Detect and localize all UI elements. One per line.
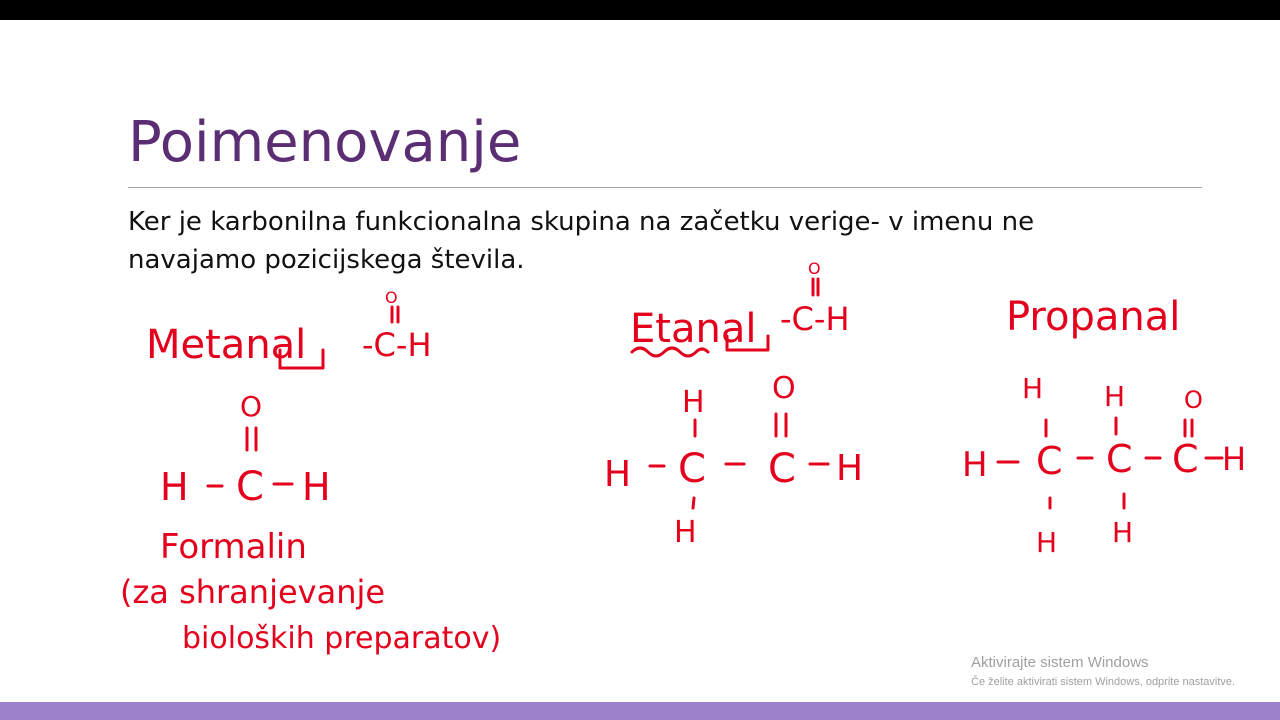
etanal-group-oxygen: O <box>808 259 821 278</box>
etanal-group: -C-H <box>780 300 850 338</box>
activation-watermark-subtitle: Če želite aktivirati sistem Windows, odprite nastavitve. <box>971 676 1236 688</box>
metanal-name: Metanal <box>146 322 307 368</box>
metanal-formula-h-right: H <box>302 465 331 509</box>
propanal-c3: C <box>1172 437 1199 481</box>
etanal-h-left: H <box>604 454 632 495</box>
slide-bottom-bar <box>0 702 1280 720</box>
metanal-group-double-bond <box>392 307 398 322</box>
propanal-h-left: H <box>962 445 988 485</box>
body-line-2: navajamo pozicijskega števila. <box>128 245 525 275</box>
metanal-note-word: Formalin <box>160 527 307 567</box>
etanal-c2: C <box>768 446 796 492</box>
propanal-annotation <box>962 294 1246 559</box>
etanal-group-double-bond <box>813 279 818 295</box>
etanal-name: Etanal <box>630 306 757 352</box>
propanal-c1-h-top: H <box>1022 372 1044 405</box>
metanal-note-line-1: (za shranjevanje <box>120 573 386 611</box>
propanal-c3-oxygen: O <box>1184 386 1203 414</box>
activation-watermark-title: Aktivirajte sistem Windows <box>971 654 1149 671</box>
propanal-c3-double-bond <box>1185 420 1192 436</box>
propanal-c2: C <box>1106 437 1133 481</box>
metanal-group: -C-H <box>362 326 432 364</box>
etanal-c2-oxygen: O <box>772 371 796 406</box>
slide-title: Poimenovanje <box>128 110 522 175</box>
propanal-c1: C <box>1036 439 1063 483</box>
metanal-group-oxygen: O <box>385 288 398 307</box>
propanal-h-right: H <box>1222 440 1247 478</box>
propanal-c1-h-bottom: H <box>1036 526 1058 559</box>
propanal-c2-h-top: H <box>1104 380 1126 413</box>
etanal-c1-h-top: H <box>682 385 705 420</box>
etanal-annotation <box>604 259 863 550</box>
etanal-c1-bond-bottom <box>693 498 694 508</box>
metanal-annotation <box>120 288 501 656</box>
propanal-c2-h-bottom: H <box>1112 516 1134 549</box>
etanal-c1: C <box>678 446 706 492</box>
etanal-c1-h-bottom: H <box>674 515 697 550</box>
metanal-formula-h-left: H <box>160 465 189 509</box>
etanal-c2-double-bond <box>776 414 786 436</box>
body-line-1: Ker je karbonilna funkcionalna skupina na začetku verige- v imenu ne <box>128 207 1035 237</box>
etanal-h-right: H <box>836 448 864 489</box>
metanal-formula-carbon: C <box>236 464 264 510</box>
metanal-formula-double-bond <box>247 428 256 450</box>
metanal-note-line-2: bioloških preparatov) <box>182 621 502 656</box>
metanal-formula-oxygen: O <box>240 390 263 423</box>
propanal-name: Propanal <box>1006 294 1181 340</box>
